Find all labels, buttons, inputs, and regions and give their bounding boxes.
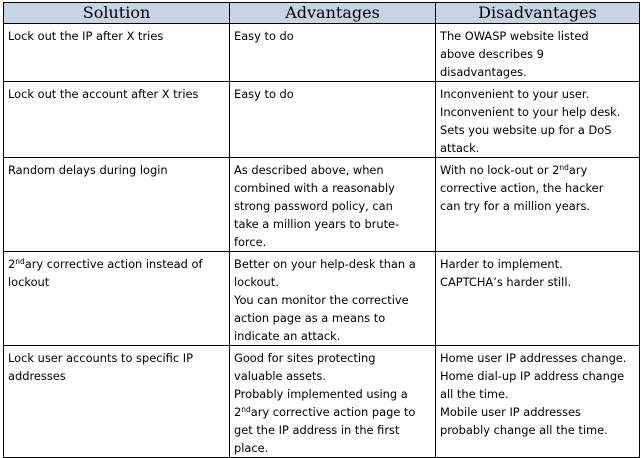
cell-line: probably change all the time. (440, 423, 608, 437)
advantages-cell (230, 252, 436, 346)
cell-line: force. (234, 235, 267, 249)
cell-line: As described above, when (234, 163, 384, 177)
header-advantages: Advantages (230, 3, 436, 24)
cell-line: Home user IP addresses change. (440, 351, 627, 365)
cell-line: indicate an attack. (234, 329, 341, 343)
cell-line: Mobile user IP addresses (440, 405, 581, 419)
text-fragment: ary corrective action page to (250, 405, 416, 419)
disadvantages-cell (436, 24, 640, 82)
cell-line: Inconvenient to your help desk. (440, 105, 621, 119)
text-fragment: 2 (8, 257, 16, 271)
cell-line: Random delays during login (8, 163, 168, 177)
cell-line: Lock user accounts to specific IP (8, 351, 193, 365)
cell-line: action page as a means to (234, 311, 386, 325)
header-disadvantages: Disadvantages (436, 3, 640, 24)
cell-line (8, 255, 225, 273)
cell-line: Lock out the account after X tries (8, 87, 199, 101)
header-row (4, 3, 640, 24)
ordinal-superscript: nd (15, 257, 25, 266)
table-row (4, 82, 640, 158)
cell-line: strong password policy, can (234, 199, 393, 213)
cell-line: Inconvenient to your user. (440, 87, 590, 101)
cell-line: corrective action, the hacker (440, 181, 604, 195)
ordinal-superscript: nd (559, 163, 569, 172)
table-body (4, 24, 640, 458)
disadvantages-cell (436, 252, 640, 346)
cell-line: lockout. (234, 275, 279, 289)
cell-line (234, 403, 431, 421)
cell-line: The OWASP website listed (440, 29, 589, 43)
disadvantages-cell (436, 82, 640, 158)
solution-cell (4, 24, 230, 82)
table-row (4, 24, 640, 82)
solution-cell (4, 252, 230, 346)
cell-line: lockout (8, 275, 50, 289)
disadvantages-cell (436, 158, 640, 252)
cell-line: Easy to do (234, 29, 294, 43)
advantages-cell (230, 82, 436, 158)
cell-line (440, 161, 635, 179)
cell-line: all the time. (440, 387, 509, 401)
ordinal-superscript: nd (241, 405, 251, 414)
table-header (4, 3, 640, 24)
cell-line: attack. (440, 141, 480, 155)
cell-line: Sets you website up for a DoS (440, 123, 612, 137)
cell-line: can try for a million years. (440, 199, 591, 213)
cell-line: You can monitor the corrective (234, 293, 409, 307)
cell-line: Lock out the IP after X tries (8, 29, 164, 43)
cell-line: Better on your help-desk than a (234, 257, 416, 271)
table-row (4, 158, 640, 252)
cell-line: valuable assets. (234, 369, 326, 383)
cell-line: CAPTCHA’s harder still. (440, 275, 572, 289)
header-solution: Solution (4, 3, 230, 24)
cell-line: above describes 9 (440, 47, 544, 61)
cell-line: Easy to do (234, 87, 294, 101)
cell-line: Probably implemented using a (234, 387, 408, 401)
cell-line: Good for sites protecting (234, 351, 376, 365)
cell-line: disadvantages. (440, 65, 527, 79)
cell-line: take a million years to brute- (234, 217, 400, 231)
table-row (4, 252, 640, 346)
text-fragment: ary (568, 163, 588, 177)
advantages-cell (230, 24, 436, 82)
text-fragment: 2 (234, 405, 242, 419)
comparison-table (3, 2, 640, 458)
cell-line: Harder to implement. (440, 257, 563, 271)
cell-line: combined with a reasonably (234, 181, 395, 195)
cell-line: get the IP address in the first (234, 423, 400, 437)
solution-cell (4, 82, 230, 158)
advantages-cell (230, 158, 436, 252)
cell-line: Home dial-up IP address change (440, 369, 625, 383)
cell-line: addresses (8, 369, 66, 383)
solution-cell (4, 158, 230, 252)
text-fragment: ary corrective action instead of (24, 257, 203, 271)
cell-line: place. (234, 441, 269, 455)
text-fragment: With no lock-out or 2 (440, 163, 560, 177)
